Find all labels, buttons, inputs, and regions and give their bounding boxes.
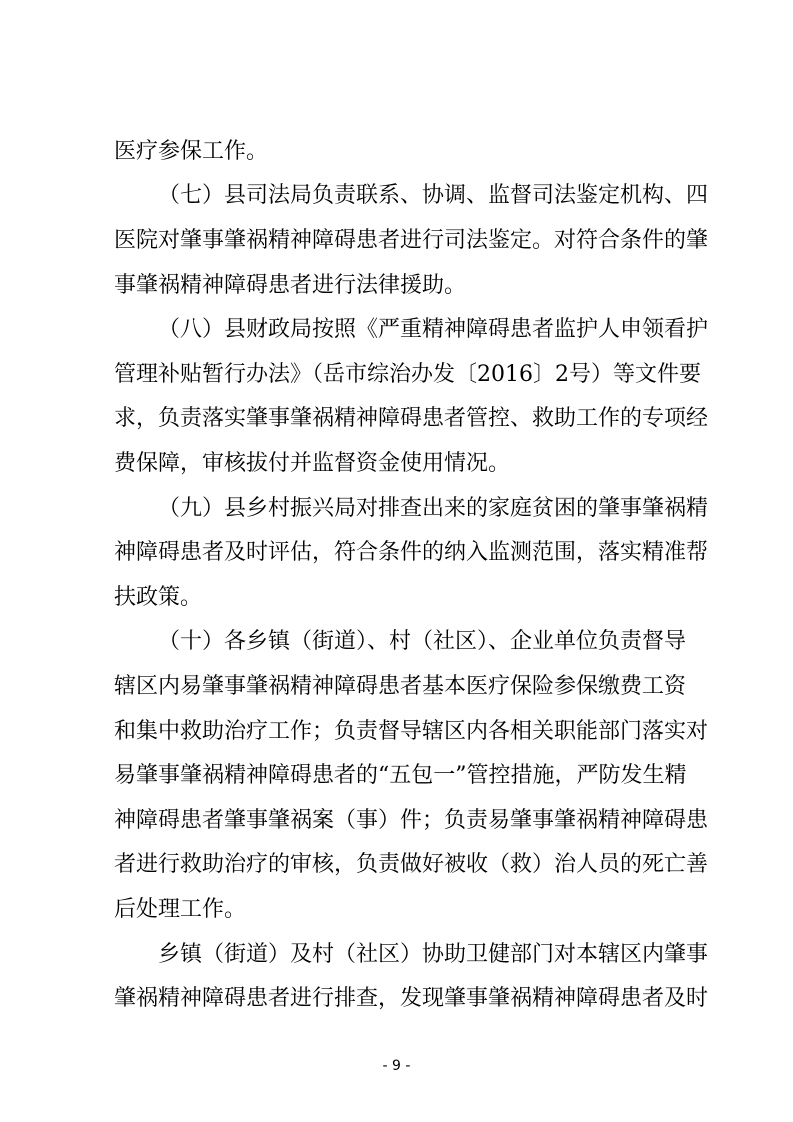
body-text-line: 扶政策。 [114, 585, 203, 610]
body-text-line: 易肇事肇祸精神障碍患者的“五包一”管控措施，严防发生精 [114, 763, 687, 788]
body-text-line: 神障碍患者及时评估，符合条件的纳入监测范围，落实精准帮 [114, 540, 709, 565]
body-text-line: （七）县司法局负责联系、协调、监督司法鉴定机构、四 [158, 183, 709, 208]
body-text-line: 求，负责落实肇事肇祸精神障碍患者管控、救助工作的专项经 [114, 406, 709, 431]
body-text-line: 神障碍患者肇事肇祸案（事）件；负责易肇事肇祸精神障碍患 [114, 808, 709, 833]
body-text-line: 乡镇（街道）及村（社区）协助卫健部门对本辖区内肇事 [158, 942, 709, 967]
page-number: - 9 - [382, 1058, 411, 1074]
body-text-line: 者进行救助治疗的审核，负责做好被收（救）治人员的死亡善 [114, 852, 709, 877]
body-text-line: 辖区内易肇事肇祸精神障碍患者基本医疗保险参保缴费工资 [114, 674, 687, 699]
body-text-line: （十）各乡镇（街道）、村（社区）、企业单位负责督导 [158, 629, 687, 654]
body-text-line: 和集中救助治疗工作；负责督导辖区内各相关职能部门落实对 [114, 719, 709, 744]
body-text-line: 医疗参保工作。 [114, 139, 269, 164]
body-text-line: 医院对肇事肇祸精神障碍患者进行司法鉴定。对符合条件的肇 [114, 228, 709, 253]
body-text-line: 事肇祸精神障碍患者进行法律援助。 [114, 273, 467, 298]
body-text-line: 费保障，审核拔付并监督资金使用情况。 [114, 451, 511, 476]
body-text-line: 后处理工作。 [114, 897, 247, 922]
body-text-line: （九）县乡村振兴局对排查出来的家庭贫困的肇事肇祸精 [158, 496, 709, 521]
body-text-line: 肇祸精神障碍患者进行排查，发现肇事肇祸精神障碍患者及时 [114, 986, 709, 1011]
body-text-line: 管理补贴暂行办法》（岳市综治办发〔2016〕2号）等文件要 [114, 362, 701, 387]
body-text-line: （八）县财政局按照《严重精神障碍患者监护人申领看护 [158, 317, 709, 342]
